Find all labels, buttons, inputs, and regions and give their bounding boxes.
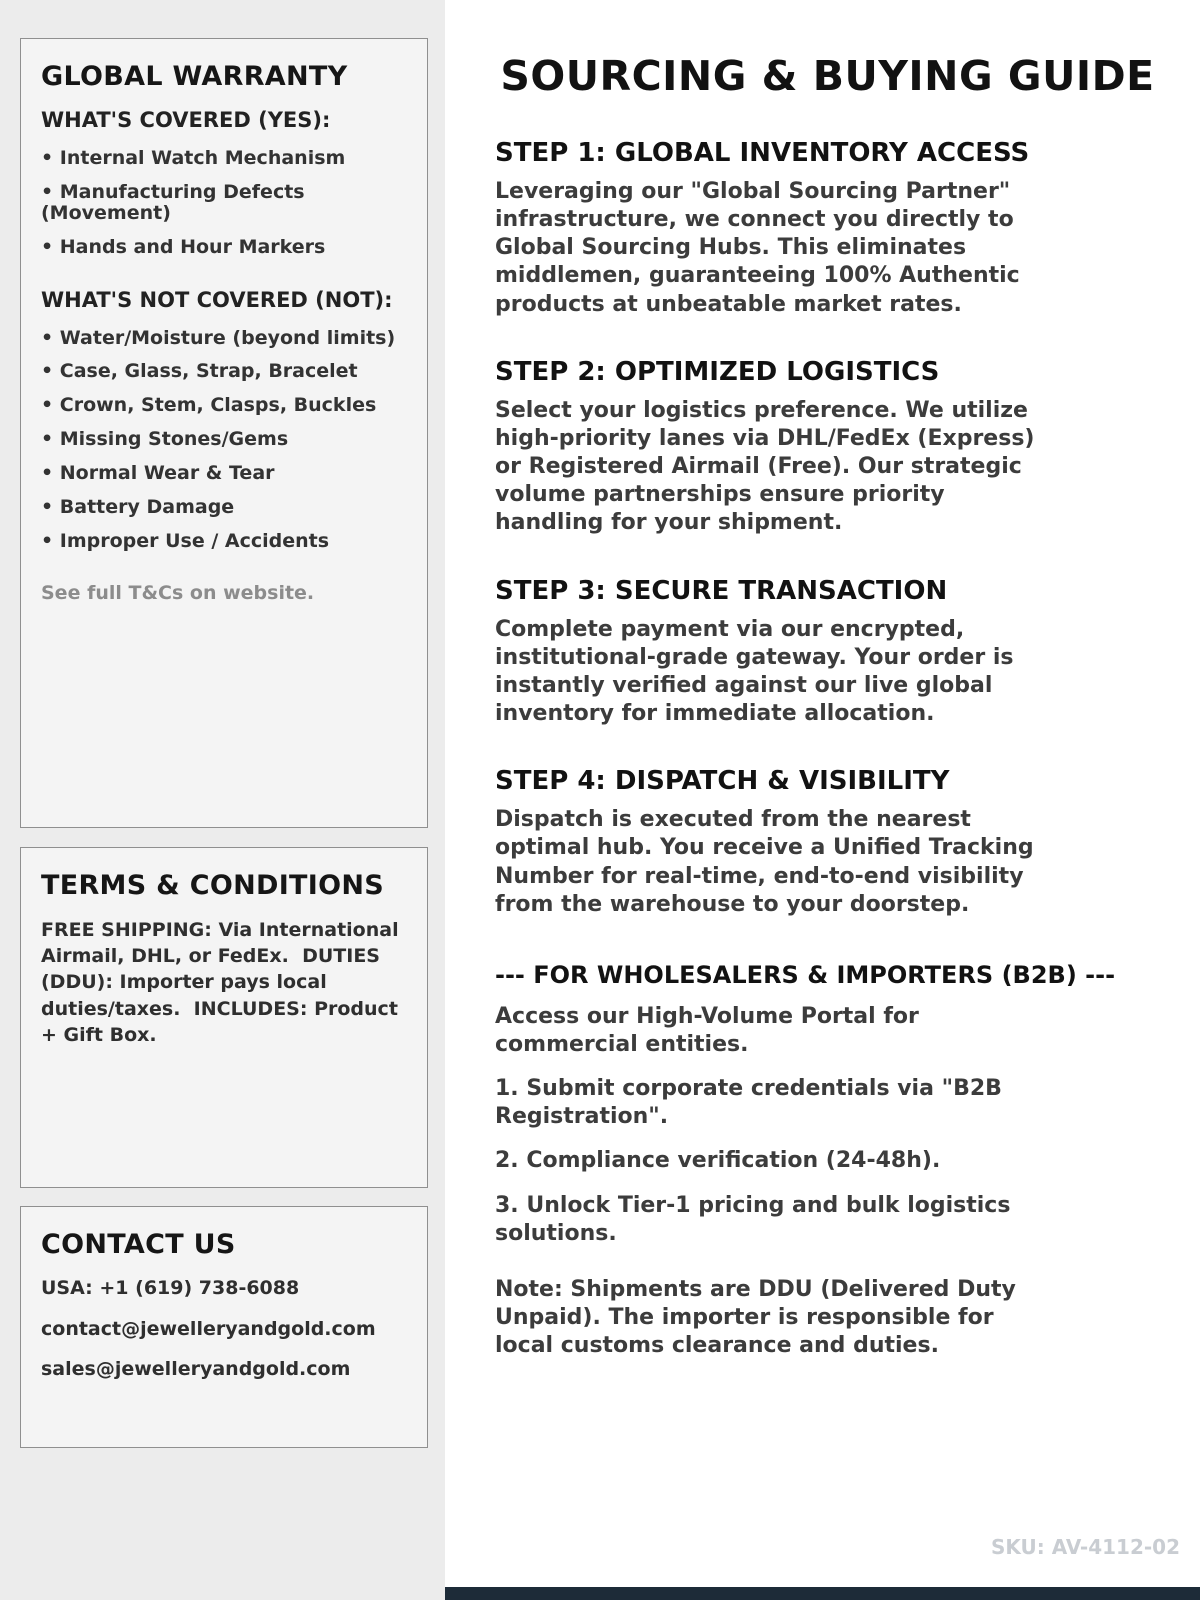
- list-item: • Hands and Hour Markers: [41, 237, 407, 258]
- sku-label: SKU: AV-4112-02: [991, 1535, 1180, 1559]
- covered-list: [41, 148, 407, 258]
- b2b-heading: --- FOR WHOLESALERS & IMPORTERS (B2B) ---: [495, 960, 1116, 989]
- main-content: [445, 0, 1200, 1600]
- list-item: • Missing Stones/Gems: [41, 429, 407, 450]
- not-covered-list: [41, 328, 407, 552]
- step-4-section: [495, 728, 1180, 919]
- list-item: • Normal Wear & Tear: [41, 463, 407, 484]
- list-item: • Battery Damage: [41, 497, 407, 518]
- list-item: • Manufacturing Defects (Movement): [41, 182, 407, 224]
- terms-body: FREE SHIPPING: Via International Airmail, DHL, or FedEx. DUTIES (DDU): Importer pays local duties/taxes. INCLUDES: Product + Gift Box.: [41, 919, 406, 1046]
- step-1-section: [495, 108, 1180, 319]
- b2b-step-3: 3. Unlock Tier-1 pricing and bulk logistics solutions.: [495, 1192, 1011, 1246]
- terms-title: TERMS & CONDITIONS: [41, 870, 384, 901]
- covered-heading: WHAT'S COVERED (YES):: [41, 108, 331, 132]
- b2b-section: [495, 919, 1180, 1377]
- list-item: • Improper Use / Accidents: [41, 531, 407, 552]
- step-2-section: [495, 319, 1180, 538]
- step-3-heading: STEP 3: SECURE TRANSACTION: [495, 575, 948, 606]
- step-4-body: Dispatch is executed from the nearest optimal hub. You receive a Unified Tracking Number for real-time, end-to-end visibility from the warehouse to your doorstep.: [495, 807, 1034, 917]
- step-1-heading: STEP 1: GLOBAL INVENTORY ACCESS: [495, 138, 1030, 168]
- contact-phone: USA: +1 (619) 738-6088: [41, 1277, 300, 1299]
- b2b-note: Note: Shipments are DDU (Delivered Duty Unpaid). The importer is responsible for local customs clearance and duties.: [495, 1276, 1016, 1359]
- contact-email-primary: contact@jewelleryandgold.com: [41, 1317, 376, 1340]
- terms-panel: [20, 847, 428, 1188]
- step-2-body: Select your logistics preference. We utilize high-priority lanes via DHL/FedEx (Express) or Registered Airmail (Free). Our strategic volume partnerships ensure priority handling for your shipment.: [495, 397, 1035, 536]
- step-3-body: Complete payment via our encrypted, institutional-grade gateway. Your order is instantly verified against our live global inventory for immediate allocation.: [495, 616, 1014, 727]
- global-warranty-panel: [20, 38, 428, 828]
- step-3-section: [495, 538, 1180, 729]
- b2b-step-2: 2. Compliance verification (24-48h).: [495, 1148, 941, 1174]
- step-4-heading: STEP 4: DISPATCH & VISIBILITY: [495, 766, 950, 797]
- list-item: • Internal Watch Mechanism: [41, 148, 407, 169]
- footer-bar: [445, 1587, 1200, 1600]
- warranty-footnote: See full T&Cs on website.: [41, 581, 315, 604]
- step-1-body: Leveraging our "Global Sourcing Partner" infrastructure, we connect you directly to Global Sourcing Hubs. This eliminates middlemen, guaranteeing 100% Authentic products at unbeatable market rates.: [495, 179, 1020, 317]
- sidebar: [0, 0, 445, 1600]
- contact-email-sales: sales@jewelleryandgold.com: [41, 1358, 351, 1381]
- b2b-step-1: 1. Submit corporate credentials via "B2B Registration".: [495, 1076, 1002, 1130]
- warranty-title: GLOBAL WARRANTY: [41, 61, 348, 92]
- contact-title: CONTACT US: [41, 1229, 236, 1260]
- list-item: • Case, Glass, Strap, Bracelet: [41, 361, 407, 382]
- list-item: • Crown, Stem, Clasps, Buckles: [41, 395, 407, 416]
- list-item: • Water/Moisture (beyond limits): [41, 328, 407, 349]
- b2b-intro: Access our High-Volume Portal for commercial entities.: [495, 1003, 919, 1057]
- contact-panel: [20, 1206, 428, 1448]
- step-2-heading: STEP 2: OPTIMIZED LOGISTICS: [495, 356, 940, 387]
- page-title: SOURCING & BUYING GUIDE: [500, 52, 1155, 100]
- not-covered-heading: WHAT'S NOT COVERED (NOT):: [41, 287, 393, 312]
